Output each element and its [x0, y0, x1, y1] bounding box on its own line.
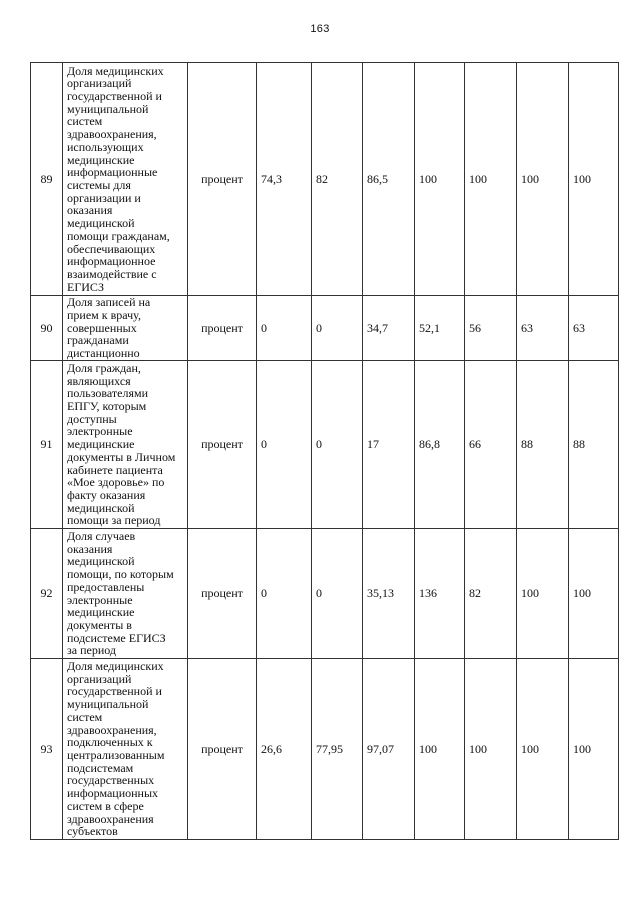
value-cell: 66: [465, 361, 517, 529]
value-cell: 35,13: [363, 529, 415, 659]
value-cell: 136: [415, 529, 465, 659]
page-number: 163: [310, 23, 330, 35]
table-row: [31, 659, 619, 840]
unit-cell: процент: [188, 361, 257, 529]
value-cell: 100: [517, 659, 569, 840]
unit-cell: процент: [188, 63, 257, 296]
value-cell: 56: [465, 296, 517, 361]
indicator-name: Доля записей на прием к врачу, совершенных гражданами дистанционно: [67, 295, 151, 361]
unit-cell: процент: [188, 659, 257, 840]
value-cell: 77,95: [312, 659, 363, 840]
value-cell: 0: [257, 529, 312, 659]
value-cell: 100: [415, 63, 465, 296]
indicator-name-cell: [63, 361, 188, 529]
value-cell: 86,8: [415, 361, 465, 529]
value-cell: 100: [465, 659, 517, 840]
unit-cell: процент: [188, 296, 257, 361]
value-cell: 0: [257, 296, 312, 361]
indicator-name: Доля граждан, являющихся пользователями ЕПГУ, которым доступны электронные медицинские документы в Личном кабинете пациента «Мое здоровье» по факту оказания медицинской помощи за период: [67, 360, 176, 528]
value-cell: 100: [517, 529, 569, 659]
unit-cell: процент: [188, 529, 257, 659]
row-number-cell: 91: [31, 361, 63, 529]
table-row: [31, 361, 619, 529]
value-cell: 74,3: [257, 63, 312, 296]
value-cell: 100: [465, 63, 517, 296]
row-number-cell: 93: [31, 659, 63, 840]
indicator-name-cell: [63, 659, 188, 840]
value-cell: 82: [312, 63, 363, 296]
value-cell: 100: [569, 529, 619, 659]
value-cell: 63: [517, 296, 569, 361]
value-cell: 52,1: [415, 296, 465, 361]
value-cell: 0: [312, 361, 363, 529]
table-row: [31, 296, 619, 361]
value-cell: 100: [569, 63, 619, 296]
value-cell: 0: [312, 529, 363, 659]
value-cell: 34,7: [363, 296, 415, 361]
value-cell: 17: [363, 361, 415, 529]
value-cell: 26,6: [257, 659, 312, 840]
value-cell: 0: [312, 296, 363, 361]
indicator-name: Доля медицинских организаций государственной и муниципальной систем здравоохранения, подключенных к централизованным подсистемам государственных информационных систем в сфере здравоохранения субъектов: [67, 659, 165, 839]
value-cell: 63: [569, 296, 619, 361]
row-number-cell: 89: [31, 63, 63, 296]
value-cell: 86,5: [363, 63, 415, 296]
indicator-name: Доля медицинских организаций государственной и муниципальной систем здравоохранения, использующих медицинские информационные системы для организации и оказания медицинской помощи гражданам, обеспечивающих информационное взаимодействие с ЕГИСЗ: [67, 63, 170, 294]
row-number-cell: 90: [31, 296, 63, 361]
indicator-name-cell: [63, 529, 188, 659]
value-cell: 97,07: [363, 659, 415, 840]
value-cell: 100: [517, 63, 569, 296]
value-cell: 100: [415, 659, 465, 840]
row-number-cell: 92: [31, 529, 63, 659]
table-row: [31, 63, 619, 296]
indicator-name: Доля случаев оказания медицинской помощи, по которым предоставлены электронные медицинские документы в подсистеме ЕГИСЗ за период: [67, 528, 174, 658]
indicator-name-cell: [63, 63, 188, 296]
value-cell: 88: [569, 361, 619, 529]
value-cell: 88: [517, 361, 569, 529]
table-row: [31, 529, 619, 659]
indicator-name-cell: [63, 296, 188, 361]
indicators-table: [30, 62, 619, 840]
value-cell: 100: [569, 659, 619, 840]
value-cell: 82: [465, 529, 517, 659]
value-cell: 0: [257, 361, 312, 529]
